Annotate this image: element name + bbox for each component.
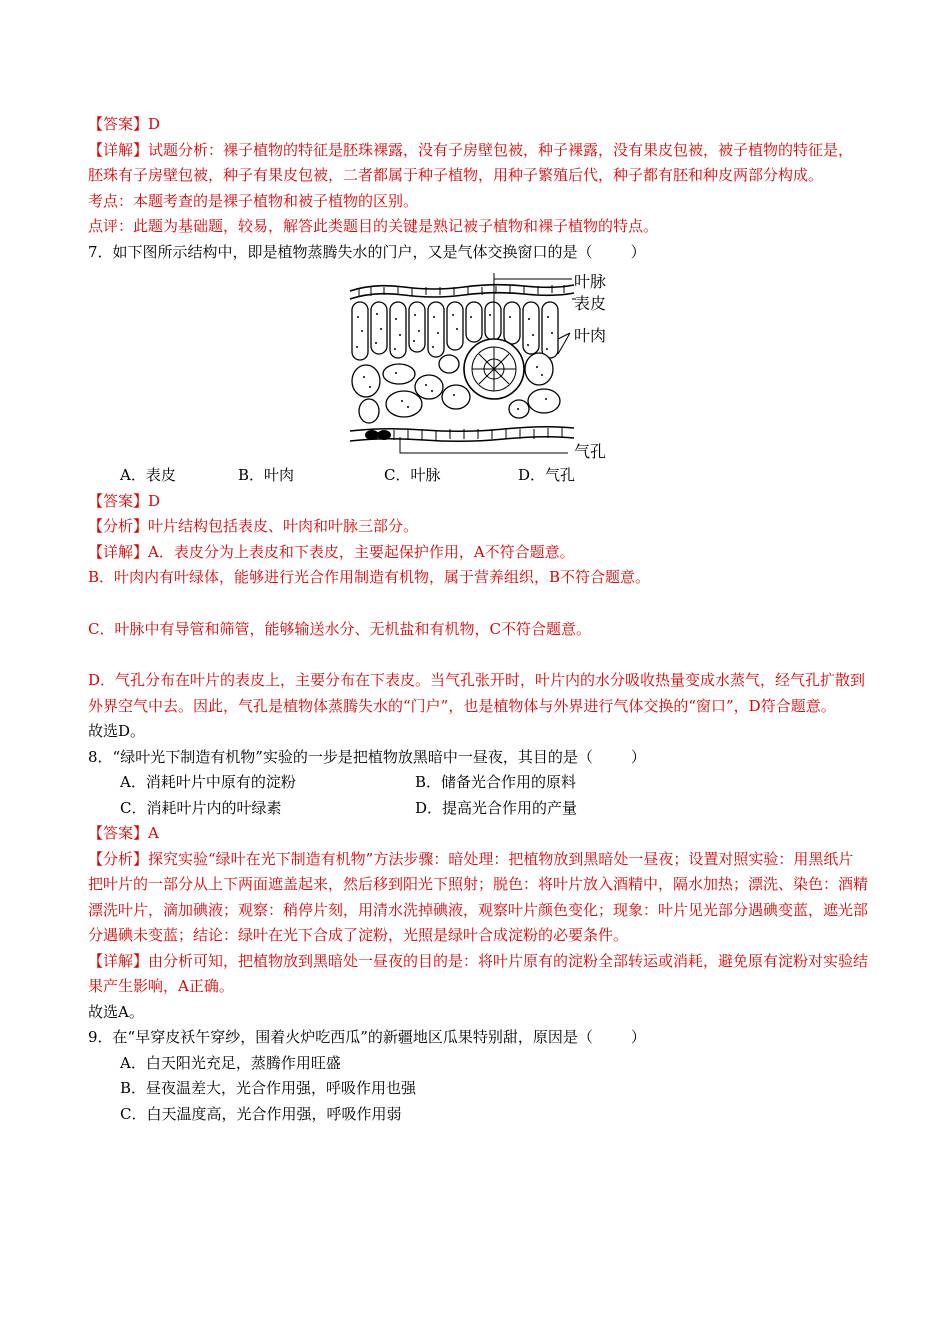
figure-label-epidermis: 表皮 [574,294,607,313]
q7-options [88,463,868,489]
q9-stem [88,1025,868,1051]
q8-detail: 【详解】由分析可知，把植物放到黑暗处一昼夜的目的是：将叶片原有的淀粉全部转运或消耗，避免原有淀粉对实验结果产生影响，A正确。 [88,951,869,995]
q7-stem-end: ） [630,242,646,261]
document-page [88,112,868,1127]
q8-options [88,770,868,821]
figure-label-mesophyll: 叶肉 [574,326,607,345]
q8-option-c: C．消耗叶片内的叶绿素 [120,798,282,817]
q7-conclusion: 故选D。 [88,722,146,740]
q9-stem-text: 9．在“早穿皮袄午穿纱，围着火炉吃西瓜”的新疆地区瓜果特别甜，原因是（ [88,1028,593,1046]
q6-detail [88,138,868,189]
q6-kaodian: 考点：本题考查的是裸子植物和被子植物的区别。 [88,191,419,210]
q7-option-b: B．叶肉 [238,466,295,484]
q7-detail-d: D．气孔分布在叶片的表皮上，主要分布在下表皮。当气孔张开时，叶片内的水分吸收热量变成水蒸气，经气孔扩散到外界空气中去。因此，气孔是植物体蒸腾失水的“门户”，也是植物体与外界进行气体交换的“窗口”，D符合题意。 [88,671,866,715]
q6-answer: 【答案】D [88,115,161,133]
q7-stem-text: 7．如下图所示结构中，即是植物蒸腾失水的门户，又是气体交换窗口的是（ [88,242,593,261]
q8-option-b: B．储备光合作用的原料 [415,773,577,791]
q7-option-a: A．表皮 [120,466,176,484]
q9-option-c: C．白天温度高，光合作用强，呼吸作用弱 [120,1104,402,1123]
q7-option-c: C．叶脉 [384,466,441,484]
q8-stem [88,745,868,771]
figure-label-vein: 叶脉 [574,272,607,291]
q6-dianping: 点评：此题为基础题，较易，解答此类题目的关键是熟记被子植物和裸子植物的特点。 [88,217,659,235]
q8-option-d: D．提高光合作用的产量 [415,798,578,817]
q8-analysis: 【分析】探究实验“绿叶在光下制造有机物”方法步骤：暗处理：把植物放到黑暗处一昼夜；设置对照实验：用黑纸片把叶片的一部分从上下两面遮盖起来，然后移到阳光下照射；脱色：将叶片放入酒精中，隔水加热；漂洗、染色：酒精漂洗叶片，滴加碘液；观察：稍停片刻，用清水洗掉碘液，观察叶片颜色变化；现象：叶片见光部分遇碘变蓝，遮光部分遇碘未变蓝；结论：绿叶在光下合成了淀粉，光照是绿叶合成淀粉的必要条件。 [88,849,869,944]
q7-answer: 【答案】D [88,491,161,510]
q6-detail-label: 【详解】 [88,140,149,159]
q8-option-a: A．消耗叶片中原有的淀粉 [120,773,296,791]
q7-option-d: D．气孔 [518,466,576,484]
q8-conclusion: 故选A。 [88,1002,144,1021]
q7-detail-c: C．叶脉中有导管和筛管，能够输送水分、无机盐和有机物，C不符合题意。 [88,619,591,638]
q8-stem-text: 8．“绿叶光下制造有机物”实验的一步是把植物放黑暗中一昼夜，其目的是（ [88,747,593,766]
q8-answer: 【答案】A [88,824,159,842]
q9-option-a: A．白天阳光充足，蒸腾作用旺盛 [120,1053,341,1072]
q7-detail-b: B．叶肉内有叶绿体，能够进行光合作用制造有机物，属于营养组织，B不符合题意。 [88,568,651,586]
leaf-cross-section-figure [344,269,644,459]
q8-stem-end: ） [630,747,646,766]
q6-detail-text: 试题分析：裸子植物的特征是胚珠裸露，没有子房壁包被，种子裸露，没有果皮包被，被子植物的特征是，胚珠有子房壁包被，种子有果皮包被，二者都属于种子植物，用种子繁殖后代，种子都有胚和种皮两部分构成。 [88,140,854,184]
figure-label-stoma: 气孔 [574,442,607,461]
q7-detail-a: 【详解】A．表皮分为上表皮和下表皮，主要起保护作用，A不符合题意。 [88,542,575,561]
q9-option-b: B．昼夜温差大，光合作用强，呼吸作用也强 [120,1079,417,1097]
q7-analysis: 【分析】叶片结构包括表皮、叶肉和叶脉三部分。 [88,517,419,535]
q9-stem-end: ） [630,1028,646,1046]
q7-stem [88,240,868,266]
